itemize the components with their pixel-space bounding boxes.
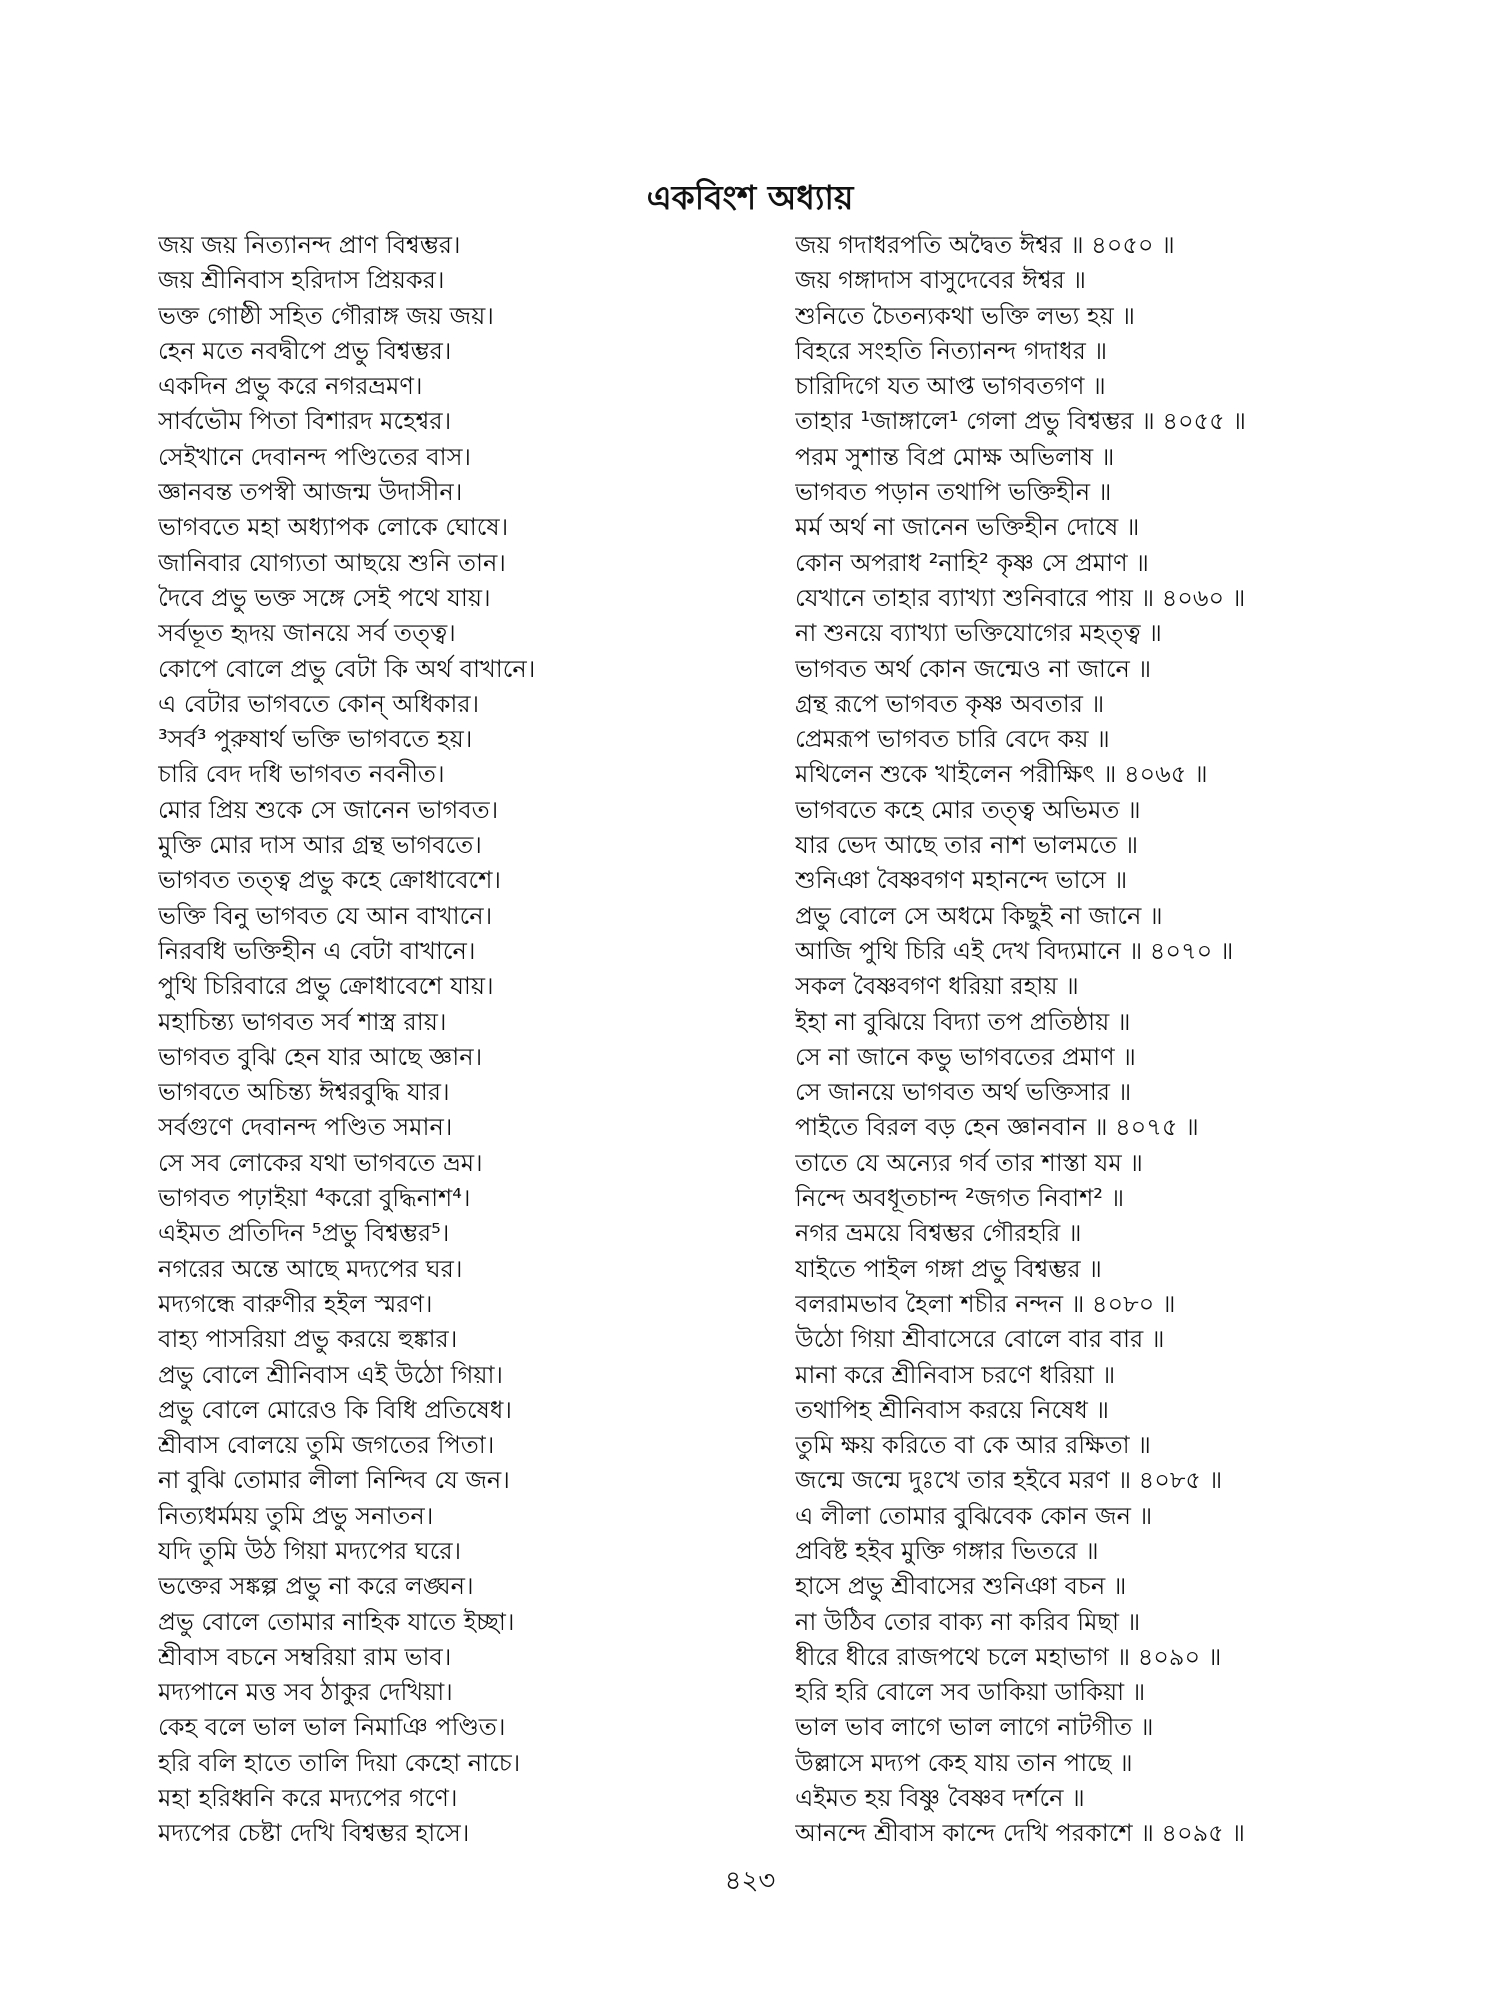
verse-line: শ্রীবাস বোলয়ে তুমি জগতের পিতা। xyxy=(158,1431,495,1460)
verse-line: সেইখানে দেবানন্দ পণ্ডিতের বাস। xyxy=(158,442,472,471)
verse-line: ভক্ত গোষ্ঠী সহিত গৌরাঙ্গ জয় জয়। xyxy=(158,301,494,330)
verse-line: তথাপিহ শ্রীনিবাস করয়ে নিষেধ ॥ xyxy=(795,1395,1109,1424)
verse-line: যাইতে পাইল গঙ্গা প্রভু বিশ্বম্ভর ॥ xyxy=(795,1254,1102,1283)
verse-line: চারিদিগে যত আপ্ত ভাগবতগণ ॥ xyxy=(795,372,1106,401)
verse-line: জয় জয় নিত্যানন্দ প্রাণ বিশ্বম্ভর। xyxy=(158,231,461,259)
verse-line: মুক্তি মোর দাস আর গ্রন্থ ভাগবতে। xyxy=(158,831,482,860)
verse-line: কেহ বলে ভাল ভাল নিমাঞি পণ্ডিত। xyxy=(158,1713,506,1742)
verse-line: যার ভেদ আছে তার নাশ ভালমতে ॥ xyxy=(795,831,1139,860)
verse-line: মদ্যপানে মত্ত সব ঠাকুর দেখিয়া। xyxy=(158,1678,453,1707)
page-number: ৪২৩ xyxy=(724,1866,776,1896)
verse-line: ভাগবত পড়ান তথাপি ভক্তিহীন ॥ xyxy=(795,478,1112,507)
left-verse-column xyxy=(158,228,818,1852)
verse-line: আজি পুথি চিরি এই দেখ বিদ্যমানে ॥ ৪০৭০ ॥ xyxy=(795,936,1234,965)
verse-line: এইমত হয় বিষ্ণু বৈষ্ণব দর্শনে ॥ xyxy=(795,1784,1085,1813)
verse-line: মোর প্রিয় শুকে সে জানেন ভাগবত। xyxy=(158,795,499,824)
verse-line: প্রেমরূপ ভাগবত চারি বেদে কয় ॥ xyxy=(795,725,1110,754)
verse-line: ³সর্ব³ পুরুষার্থ ভক্তি ভাগবতে হয়। xyxy=(158,725,473,754)
verse-line: সার্বভৌম পিতা বিশারদ মহেশ্বর। xyxy=(158,407,452,436)
verse-line: ভক্তের সঙ্কল্প প্রভু না করে লঙ্ঘন। xyxy=(158,1572,474,1601)
verse-line: প্রভু বোলে সে অধমে কিছুই না জানে ॥ xyxy=(795,901,1163,930)
verse-line: বাহ্য পাসরিয়া প্রভু করয়ে হুঙ্কার। xyxy=(158,1325,458,1354)
right-verse-column xyxy=(795,228,1395,1852)
verse-line: না শুনয়ে ব্যাখ্যা ভক্তিযোগের মহত্ত্ব ॥ xyxy=(795,619,1162,648)
verse-line: সকল বৈষ্ণবগণ ধরিয়া রহায় ॥ xyxy=(795,972,1079,1001)
verse-line: চারি বেদ দধি ভাগবত নবনীত। xyxy=(158,760,445,789)
verse-line: ভাগবতে মহা অধ্যাপক লোকে ঘোষে। xyxy=(158,513,509,542)
verse-line: হরি বলি হাতে তালি দিয়া কেহো নাচে। xyxy=(158,1748,521,1777)
verse-line: ভাগবত পঢ়াইয়া ⁴করো বুদ্ধিনাশ⁴। xyxy=(158,1184,471,1213)
verse-line: কোপে বোলে প্রভু বেটা কি অর্থ বাখানে। xyxy=(158,654,536,683)
verse-line: পাইতে বিরল বড় হেন জ্ঞানবান ॥ ৪০৭৫ ॥ xyxy=(795,1113,1199,1142)
verse-line: ধীরে ধীরে রাজপথে চলে মহাভাগ ॥ ৪০৯০ ॥ xyxy=(795,1642,1222,1671)
verse-line: যেখানে তাহার ব্যাখ্যা শুনিবারে পায় ॥ ৪০৬০ ॥ xyxy=(795,583,1246,612)
verse-line: মদ্যপের চেষ্টা দেখি বিশ্বম্ভর হাসে। xyxy=(158,1819,470,1848)
verse-line: প্রবিষ্ট হইব মুক্তি গঙ্গার ভিতরে ॥ xyxy=(795,1536,1099,1565)
verse-line: নগর ভ্রময়ে বিশ্বম্ভর গৌরহরি ॥ xyxy=(795,1219,1082,1248)
verse-line: মহাচিন্ত্য ভাগবত সর্ব শাস্ত্র রায়। xyxy=(158,1007,447,1036)
verse-line: ভাগবত তত্ত্ব প্রভু কহে ক্রোধাবেশে। xyxy=(158,866,501,895)
verse-line: মদ্যগন্ধে বারুণীর হইল স্মরণ। xyxy=(158,1289,433,1318)
verse-line: একদিন প্রভু করে নগরভ্রমণ। xyxy=(158,372,423,401)
verse-line: ভাল ভাব লাগে ভাল লাগে নাটগীত ॥ xyxy=(795,1713,1154,1742)
verse-line: নগরের অন্তে আছে মদ্যপের ঘর। xyxy=(158,1254,463,1283)
verse-line: উল্লাসে মদ্যপ কেহ যায় তান পাছে ॥ xyxy=(795,1748,1133,1777)
verse-line: সে না জানে কভু ভাগবতের প্রমাণ ॥ xyxy=(795,1042,1136,1071)
verse-line: জ্ঞানবন্ত তপস্বী আজন্ম উদাসীন। xyxy=(158,478,463,507)
chapter-title: একবিংশ অধ্যায় xyxy=(646,178,854,217)
verse-line: ভাগবতে কহে মোর তত্ত্ব অভিমত ॥ xyxy=(795,795,1141,824)
verse-line: এ লীলা তোমার বুঝিবেক কোন জন ॥ xyxy=(795,1501,1153,1530)
verse-line: দৈবে প্রভু ভক্ত সঙ্গে সেই পথে যায়। xyxy=(158,583,491,612)
verse-line: শুনিঞা বৈষ্ণবগণ মহানন্দে ভাসে ॥ xyxy=(795,866,1128,895)
verse-line: সর্বভূত হৃদয় জানয়ে সর্ব তত্ত্ব। xyxy=(158,619,456,648)
verse-line: তাহার ¹জাঙ্গালে¹ গেলা প্রভু বিশ্বম্ভর ॥ ৪০৫৫ ॥ xyxy=(795,407,1246,436)
verse-line: মথিলেন শুকে খাইলেন পরীক্ষিৎ ॥ ৪০৬৫ ॥ xyxy=(795,760,1208,789)
verse-line: গ্রন্থ রূপে ভাগবত কৃষ্ণ অবতার ॥ xyxy=(795,689,1105,718)
verse-line: প্রভু বোলে তোমার নাহিক যাতে ইচ্ছা। xyxy=(158,1607,515,1636)
verse-line: সে সব লোকের যথা ভাগবতে ভ্রম। xyxy=(158,1148,483,1177)
verse-line: জন্মে জন্মে দুঃখে তার হইবে মরণ ॥ ৪০৮৫ ॥ xyxy=(795,1466,1223,1495)
verse-line: উঠো গিয়া শ্রীবাসেরে বোলে বার বার ॥ xyxy=(795,1325,1165,1354)
verse-line: তাতে যে অন্যের গর্ব তার শাস্তা যম ॥ xyxy=(795,1148,1143,1177)
verse-line: বলরামভাব হৈলা শচীর নন্দন ॥ ৪০৮০ ॥ xyxy=(795,1289,1176,1318)
verse-line: প্রভু বোলে মোরেও কি বিধি প্রতিষেধ। xyxy=(158,1395,512,1424)
verse-line: না উঠিব তোর বাক্য না করিব মিছা ॥ xyxy=(795,1607,1141,1636)
verse-line: শ্রীবাস বচনে সম্বরিয়া রাম ভাব। xyxy=(158,1642,452,1671)
verse-line: ভক্তি বিনু ভাগবত যে আন বাখানে। xyxy=(158,901,493,930)
verse-line: নিত্যধর্মময় তুমি প্রভু সনাতন। xyxy=(158,1501,434,1530)
verse-line: আনন্দে শ্রীবাস কান্দে দেখি পরকাশে ॥ ৪০৯৫ ॥ xyxy=(795,1819,1245,1848)
verse-line: হরি হরি বোলে সব ডাকিয়া ডাকিয়া ॥ xyxy=(795,1678,1146,1707)
verse-line: নিরবধি ভক্তিহীন এ বেটা বাখানে। xyxy=(158,936,476,965)
verse-line: কোন অপরাধ ²নাহি² কৃষ্ণ সে প্রমাণ ॥ xyxy=(795,548,1149,577)
verse-line: বিহরে সংহতি নিত্যানন্দ গদাধর ॥ xyxy=(795,336,1108,365)
verse-line: যদি তুমি উঠ গিয়া মদ্যপের ঘরে। xyxy=(158,1536,462,1565)
verse-line: সে জানয়ে ভাগবত অর্থ ভক্তিসার ॥ xyxy=(795,1078,1132,1107)
verse-line: জানিবার যোগ্যতা আছয়ে শুনি তান। xyxy=(158,548,506,577)
verse-line: প্রভু বোলে শ্রীনিবাস এই উঠো গিয়া। xyxy=(158,1360,503,1389)
verse-line: ভাগবত অর্থ কোন জন্মেও না জানে ॥ xyxy=(795,654,1152,683)
verse-line: এ বেটার ভাগবতে কোন্ অধিকার। xyxy=(158,689,480,718)
verse-line: জয় শ্রীনিবাস হরিদাস প্রিয়কর। xyxy=(158,266,445,295)
verse-line: শুনিতে চৈতন্যকথা ভক্তি লভ্য হয় ॥ xyxy=(795,301,1136,330)
verse-line: ভাগবত বুঝি হেন যার আছে জ্ঞান। xyxy=(158,1042,483,1071)
verse-line: পরম সুশান্ত বিপ্র মোক্ষ অভিলাষ ॥ xyxy=(795,442,1115,471)
verse-line: তুমি ক্ষয় করিতে বা কে আর রক্ষিতা ॥ xyxy=(795,1431,1151,1460)
verse-line: এইমত প্রতিদিন ⁵প্রভু বিশ্বম্ভর⁵। xyxy=(158,1219,450,1248)
verse-line: হেন মতে নবদ্বীপে প্রভু বিশ্বম্ভর। xyxy=(158,336,452,365)
verse-line: নিন্দে অবধূতচান্দ ²জগত নিবাশ² ॥ xyxy=(795,1184,1125,1213)
verse-line: মর্ম অর্থ না জানেন ভক্তিহীন দোষে ॥ xyxy=(795,513,1140,542)
verse-line: পুথি চিরিবারে প্রভু ক্রোধাবেশে যায়। xyxy=(158,972,494,1001)
verse-line: ভাগবতে অচিন্ত্য ঈশ্বরবুদ্ধি যার। xyxy=(158,1078,450,1107)
verse-line: হাসে প্রভু শ্রীবাসের শুনিঞা বচন ॥ xyxy=(795,1572,1127,1601)
verse-line: সর্বগুণে দেবানন্দ পণ্ডিত সমান। xyxy=(158,1113,453,1142)
verse-line: ইহা না বুঝিয়ে বিদ্যা তপ প্রতিষ্ঠায় ॥ xyxy=(795,1007,1131,1036)
verse-line: না বুঝি তোমার লীলা নিন্দিব যে জন। xyxy=(158,1466,510,1495)
verse-line: মানা করে শ্রীনিবাস চরণে ধরিয়া ॥ xyxy=(795,1360,1116,1389)
verse-line: জয় গদাধরপতি অদ্বৈত ঈশ্বর ॥ ৪০৫০ ॥ xyxy=(795,231,1175,259)
verse-line: মহা হরিধ্বনি করে মদ্যপের গণে। xyxy=(158,1784,458,1813)
verse-line: জয় গঙ্গাদাস বাসুদেবের ঈশ্বর ॥ xyxy=(795,266,1086,295)
